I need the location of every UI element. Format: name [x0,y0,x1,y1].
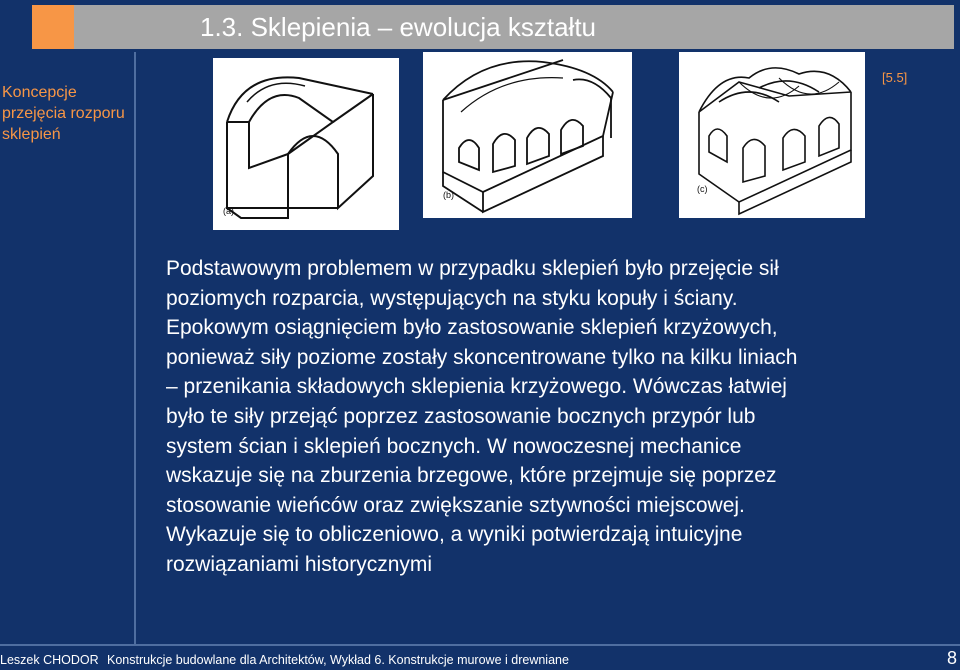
body-line: Epokowym osiągnięciem było zastosowanie sklepień krzyżowych, [166,316,778,340]
arcaded-vault-drawing [423,52,632,218]
footer-divider [0,644,960,646]
figure-barrel-vault [213,58,399,230]
body-line: Wykazuje się to obliczeniowo, a wyniki potwierdzają intuicyjne [166,523,743,547]
body-line: było te siły przejąć poprzez zastosowanie bocznych przypór lub [166,404,756,428]
reference-label: [5.5] [882,70,908,85]
footer-author: Leszek CHODOR [0,653,99,667]
barrel-vault-drawing [213,58,399,230]
body-line: system ścian i sklepień bocznych. W nowoczesnej mechanice [166,434,742,458]
figure-c-caption: (c) [697,184,708,194]
body-paragraph [166,254,906,580]
page-number: 8 [947,648,958,668]
sidebar-label: Koncepcje przejęcia rozporu sklepień [2,84,125,143]
body-line: stosowanie wieńców oraz zwiększanie sztywności miejscowej. [166,493,745,517]
body-line: Podstawowym problemem w przypadku sklepień było przejęcie sił [166,257,779,280]
body-line: wskazuje się na zburzenia brzegowe, które przejmuje się poprzez [166,464,777,488]
figure-arcaded-vault [423,52,632,218]
body-line: poziomych rozparcia, występujących na styku kopuły i ściany. [166,286,738,310]
figure-a-caption: (a) [223,206,234,216]
slide-title: 1.3. Sklepienia – ewolucja kształtu [200,12,597,42]
cross-vault-drawing [679,52,865,218]
title-accent-block [32,5,74,49]
figure-cross-vault [679,52,865,218]
body-line: – przenikania składowych sklepienia krzyżowego. Wówczas łatwiej [166,375,787,399]
figure-b-caption: (b) [443,190,454,200]
body-line: ponieważ siły poziome zostały skoncentrowane tylko na kilku liniach [166,345,798,369]
vertical-divider [134,52,136,644]
footer-course-title: Konstrukcje budowlane dla Architektów, Wykład 6. Konstrukcje murowe i drewniane [107,653,569,667]
body-line: rozwiązaniami historycznymi [166,552,433,576]
